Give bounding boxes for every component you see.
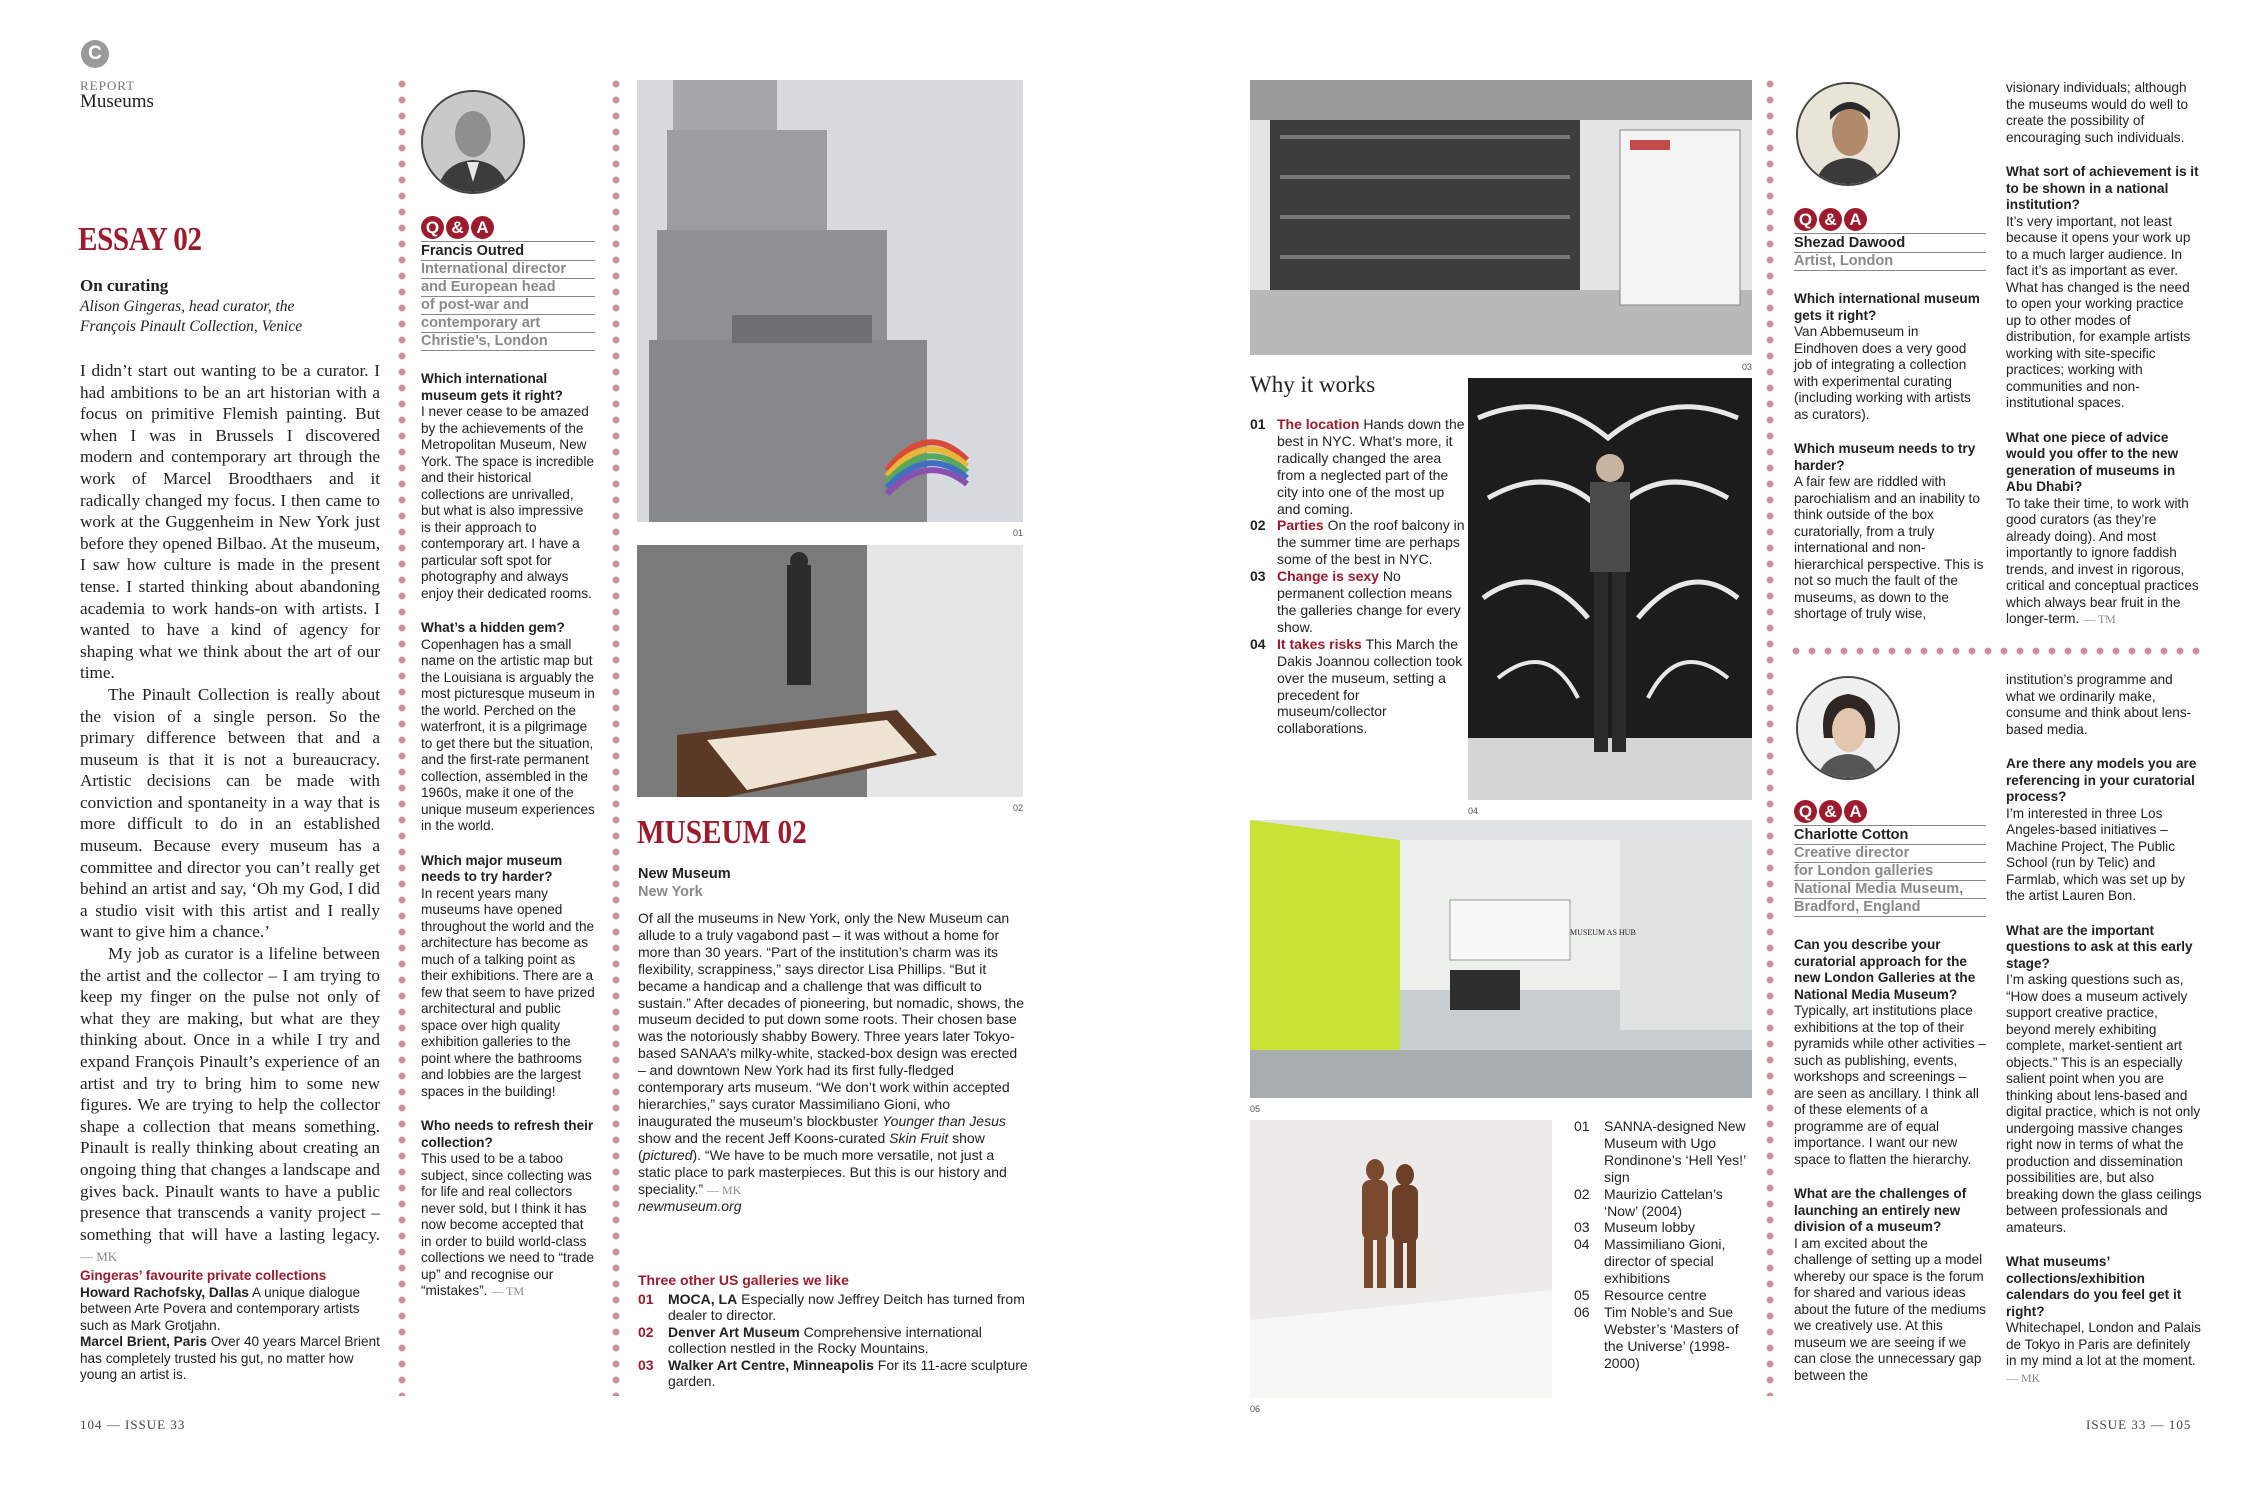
why-item: 01 The location Hands down the best in NYC. What’s more, it radically changed the area from a neglected part of the city into one of the most up and coming. xyxy=(1250,416,1465,517)
figure-number: 03 xyxy=(1742,362,1753,372)
qa-role: International director and European head of post-war and contemporary art Christie’s, London xyxy=(421,261,595,351)
qa-badge: Q & A xyxy=(1794,208,1867,231)
why-item: 02 Parties On the roof balcony in the summer time are perhaps some of the best in NYC. xyxy=(1250,517,1465,568)
museum-city: New York xyxy=(638,884,703,900)
qa-item: What one piece of advice would you offer to the new generation of museums in Abu Dhabi? To take their time, to work with good curators (as they’re already doing). And most importantly to ignore faddish trends, and invest in rigorous, critical and conceptual practices which always bear fruit in the longer-term. — TM xyxy=(2006,429,2199,626)
qa-item: Which major museum needs to try harder? In recent years many museums have opened throughout the world and the architecture has become as much of a talking point as their exhibitions. There are a few that seem to have prized architectural and public space over high quality exhibition galleries to the point where the bathrooms and lobbies are the largest spaces in the building! xyxy=(421,852,595,1099)
museum-title: MUSEUM 02 xyxy=(637,814,807,851)
qa-name: Francis Outred xyxy=(421,241,595,261)
caption-item: 03 Museum lobby xyxy=(1574,1219,1696,1236)
qa-item: Which museum needs to try harder? A fair few are riddled with parochialism and an inability to think outside of the box curatorially, from a truly international and non-hierarchical perspective. This is not so much the fault of the museums, as down to the shortage of truly wise, xyxy=(1794,441,1984,621)
section-divider xyxy=(1788,647,2208,655)
qa-item: What sort of achievement is it to be shown in a national institution? It’s very important, not least because it opens your work up to a much larger audience. In fact it’s as important as ever. What has changed is the need to open your working practice up to other modes of distribution, for example artists working with site-specific practices; working with communities and non-institutional spaces. xyxy=(2006,164,2199,410)
wall-sign: MUSEUM AS HUB xyxy=(1570,928,1636,937)
qa-badge: Q & A xyxy=(1794,800,1867,823)
figure-number: 02 xyxy=(1013,803,1024,813)
section-c-icon: C xyxy=(81,40,109,68)
photo-massimiliano-gioni xyxy=(1468,378,1752,800)
right-page xyxy=(1134,0,2268,1503)
figure-number: 05 xyxy=(1250,1104,1261,1114)
qa-name: Charlotte Cotton xyxy=(1794,825,1986,845)
qa-role: Artist, London xyxy=(1794,253,1986,271)
essay-author-line1: Alison Gingeras, head curator, the xyxy=(80,298,295,315)
other-item: 03 Walker Art Centre, Minneapolis For its 11-acre sculpture garden. xyxy=(638,1356,1028,1389)
qa-continuation: visionary individuals; although the museums would do well to create the possibility of encouraging such individuals. xyxy=(2006,80,2189,145)
essay-paragraph: My job as curator is a lifeline between the artist and the collector – I am trying to keep my finger on the pulse not only of what they are making, but what are they thinking about. Once in a while I try and expand François Pinault’s experience of an artist and try to bring him to some new figures. We are trying to help the collector shape a collection that means something. Pinault is really thinking about creating an ongoing thing that changes a landscape and gives back. Pinault wants to have a public presence that transcends a vanity project – something that will have a lasting legacy. — MK xyxy=(80,944,380,1265)
qa-shezad-dawood xyxy=(1794,208,1986,641)
other-galleries xyxy=(638,1272,1028,1390)
figure-number: 06 xyxy=(1250,1404,1261,1414)
qa-francis-outred xyxy=(421,216,595,1318)
favourite-collections xyxy=(80,1268,380,1384)
sculpture-figures-illustration xyxy=(1250,1120,1552,1398)
qa-body xyxy=(421,371,595,1300)
portrait-photo xyxy=(1798,678,1898,778)
favourite-title: Gingeras’ favourite private collections xyxy=(80,1268,327,1283)
other-item: 02 Denver Art Museum Comprehensive international collection nestled in the Rocky Mountains. xyxy=(638,1323,982,1356)
qa-item: What museums’ collections/exhibition calendars do you feel get it right? Whitechapel, London and Palais de Tokyo in Paris are definitely in my mind a lot at the moment. — MK xyxy=(2006,1254,2201,1385)
qa-role: Creative director for London galleries National Media Museum, Bradford, England xyxy=(1794,845,1986,917)
column-divider xyxy=(398,76,406,1396)
qa-item: Which international museum gets it right? I never cease to be amazed by the achievements of the Metropolitan Museum, New York. The space is incredible and their historical collections are unrivalled, but what is also impressive is their approach to contemporary art. I have a particular soft spot for photography and always enjoy their dedicated rooms. xyxy=(421,371,595,601)
favourite-item: Marcel Brient, Paris Over 40 years Marcel Brient has completely trusted his gut, no matter how young an artist is. xyxy=(80,1334,380,1382)
portrait-mural-illustration xyxy=(1468,378,1752,800)
why-list xyxy=(1250,416,1470,737)
portrait-shezad-dawood xyxy=(1796,82,1900,186)
photo-captions xyxy=(1574,1118,1754,1372)
essay-body xyxy=(80,360,380,1268)
museum-body: Of all the museums in New York, only the New Museum can allude to a truly vagabond past – it was without a home for more than 30 years. “Part of the institution’s charm was its flexibility, scrappiness,” says director Lisa Phillips. “But it became a handicap and a challenge that was difficult to sustain.” After decades of pioneering, but nomadic, shows, the museum decided to put down some roots. Their chosen base was the notoriously shabby Bowery. Three years later Tokyo-based SANAA’s milky-white, stacked-box design was erected – and downtown New York had its first fully-fledged contemporary arts museum. “We don’t work within accepted hierarchies,” says curator Massimiliano Gioni, who inaugurated the museum’s blockbuster Younger than Jesus show and the recent Jeff Koons-curated Skin Fruit show (pictured). “We have to be much more versatile, not just a static place to park masterpieces. But this is our history and speciality.” — MK newmuseum.org xyxy=(638,910,1025,1215)
essay-signature: — MK xyxy=(80,1249,118,1265)
qa-shezad-dawood-continued xyxy=(2006,80,2202,646)
essay-paragraph: I didn’t start out wanting to be a curator. I had ambitions to be an art historian with a focus on primitive Flemish painting. But when I was in Brussels I discovered modern and contemporary art through the work of Marcel Broodthaers and it radically changed my focus. I then came to work at the Guggenheim in New York just before they opened Bilbao. At the museum, I saw how culture is made in the present tense. I started thinking about abandoning academia to work hands-on with artists. I wanted to have a kind of agency for shaping what we think about the art of our time. xyxy=(80,361,380,683)
museum-name: New Museum xyxy=(638,866,731,882)
why-item: 04 It takes risks This March the Dakis Joannou collection took over the museum, setting a precedent for museum/collector collaborations. xyxy=(1250,635,1463,737)
other-item: 01 MOCA, LA Especially now Jeffrey Deitch has turned from dealer to director. xyxy=(638,1290,1025,1323)
qa-body xyxy=(1794,937,1986,1384)
lobby-illustration xyxy=(1250,80,1752,355)
caption-item: 06 Tim Noble’s and Sue Webster’s ‘Masters of the Universe’ (1998-2000) xyxy=(1574,1303,1739,1371)
building-illustration xyxy=(637,80,1023,522)
figure-number: 04 xyxy=(1468,806,1479,816)
caption-item: 01 SANNA-designed New Museum with Ugo Rondinone’s ‘Hell Yes!’ sign xyxy=(1574,1118,1746,1185)
qa-item: Are there any models you are referencing in your curatorial process? I’m interested in three Los Angeles-based initiatives – Machine Project, The Public School (run by Telic) and Farmlab, which was set up by the artist Lauren Bon. xyxy=(2006,756,2197,903)
report-topic: Museums xyxy=(80,91,154,112)
caption-item: 02 Maurizio Cattelan’s ‘Now’ (2004) xyxy=(1574,1185,1723,1219)
caption-item: 05 Resource centre xyxy=(1574,1287,1707,1304)
qa-item: Can you describe your curatorial approach for the new London Galleries at the National Media Museum? Typically, art institutions place exhibitions at the top of their pyramids while other activities – such as publishing, events, workshops and screenings – are seen as ancillary. I think all of these elements of a programme are of equal importance. I want our new space to flatten the hierarchy. xyxy=(1794,937,1986,1167)
other-title: Three other US galleries we like xyxy=(638,1272,849,1288)
qa-item: What are the challenges of launching an entirely new division of a museum? I am excited about the challenge of setting up a model whereby our space is the forum for shared and various ideas about the future of the mediums we creatively use. At this museum we are seeing if we can close the unnecessary gap between the xyxy=(1794,1186,1986,1383)
portrait-photo xyxy=(423,92,523,192)
qa-continuation: institution’s programme and what we ordinarily make, consume and think about lens-based media. xyxy=(2006,672,2192,737)
photo-cattelan-now xyxy=(637,545,1023,797)
essay-subtitle: On curating xyxy=(80,276,169,295)
figure-number: 01 xyxy=(1013,528,1024,538)
photo-masters-of-the-universe xyxy=(1250,1120,1552,1398)
portrait-charlotte-cotton xyxy=(1796,676,1900,780)
column-divider xyxy=(1766,76,1774,1396)
photo-resource-centre xyxy=(1250,820,1752,1098)
page-folio-right: ISSUE 33 — 105 xyxy=(2086,1417,2192,1432)
essay-title: ESSAY 02 xyxy=(78,221,202,258)
why-title: Why it works xyxy=(1250,372,1376,397)
page-folio-left: 104 — ISSUE 33 xyxy=(80,1417,186,1432)
qa-item: What’s a hidden gem? Copenhagen has a small name on the artistic map but the Louisiana is arguably the most picturesque museum in the world. Perched on the waterfront, it is a pilgrimage to get there but the situation, and the first-rate permanent collection, assembled in the 1960s, make it one of the unique museum experiences in the world. xyxy=(421,620,595,833)
essay-paragraph: The Pinault Collection is really about the vision of a single person. So the primary difference between that and a museum is that it is not a bureaucracy. Artistic decisions can be made with conviction and spontaneity in a way that is more difficult to do in an established museum. Because every museum has a committee and director you can’t really get behind an artist and say, ‘Oh my God, I did a studio visit with this artist and I really want to give him a chance.’ xyxy=(80,684,380,942)
qa-charlotte-cotton xyxy=(1794,800,1986,1402)
sculpture-illustration xyxy=(637,545,1023,797)
photo-new-museum-building xyxy=(637,80,1023,522)
qa-item: Who needs to refresh their collection? This used to be a taboo subject, since collecting was for life and real collectors never sold, but I think it has now become accepted that in order to build world-class collections we need to “trade up” and recognise our “mistakes”. — TM xyxy=(421,1118,595,1298)
qa-item: What are the important questions to ask at this early stage? I’m asking questions such as, “How does a museum actively support creative practice, beyond merely exhibiting complete, market-sentient art objects.” This is an especially salient point when you are thinking about lens-based and digital practice, which is not only undergoing massive changes right now in terms of what the production and dissemination possibilities are, but also breaking down the glass ceilings between professionals and amateurs. xyxy=(2006,922,2202,1235)
caption-item: 04 Massimiliano Gioni, director of special exhibitions xyxy=(1574,1236,1726,1287)
qa-name: Shezad Dawood xyxy=(1794,233,1986,253)
photo-museum-lobby xyxy=(1250,80,1752,355)
why-item: 03 Change is sexy No permanent collection means the galleries change for every show. xyxy=(1250,568,1461,635)
resource-centre-illustration xyxy=(1250,820,1752,1098)
museum-url: newmuseum.org xyxy=(638,1198,742,1215)
portrait-photo xyxy=(1798,84,1898,184)
essay-author-line2: François Pinault Collection, Venice xyxy=(80,318,303,335)
qa-item: Which international museum gets it right? Van Abbemuseum in Eindhoven does a very good job of integrating a collection with experimental curating (including working with artists as curators). xyxy=(1794,291,1980,422)
portrait-francis-outred xyxy=(421,90,525,194)
qa-body xyxy=(1794,291,1986,623)
essay-author xyxy=(80,297,302,337)
qa-badge: Q & A xyxy=(421,216,494,239)
report-label: REPORT xyxy=(80,78,136,93)
column-divider xyxy=(612,76,620,1396)
qa-charlotte-cotton-continued xyxy=(2006,672,2202,1404)
favourite-item: Howard Rachofsky, Dallas A unique dialogue between Arte Povera and contemporary artists such as Mark Grotjahn. xyxy=(80,1284,361,1333)
